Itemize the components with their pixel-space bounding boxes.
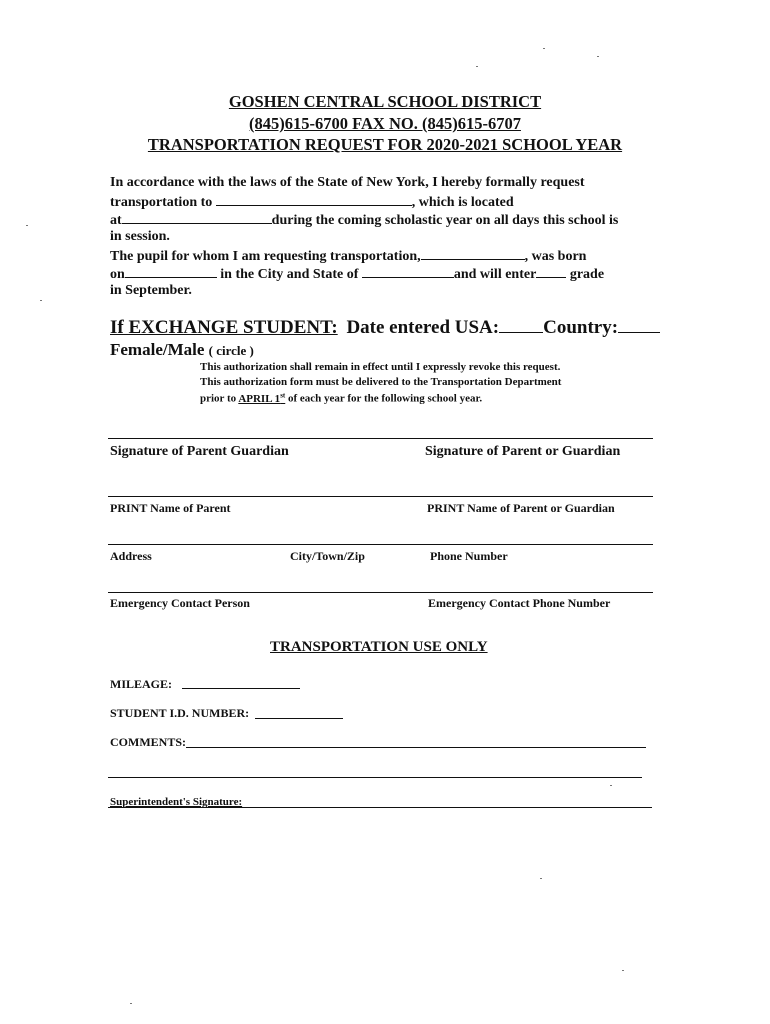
print-parent-label: PRINT Name of Parent — [110, 501, 231, 515]
mileage-blank[interactable] — [182, 688, 300, 689]
request-line-4: in session. — [110, 229, 170, 244]
date-entered-usa-blank[interactable] — [499, 317, 543, 333]
sig-parent-guardian-label: Signature of Parent or Guardian — [425, 444, 621, 459]
request-line-6: on in the City and State of and will enter grade — [110, 267, 605, 282]
request-line-2: transportation to , which is located — [110, 195, 514, 210]
scan-speck — [610, 785, 612, 786]
mileage-label: MILEAGE: — [110, 677, 173, 691]
request-line-7: in September. — [110, 283, 192, 298]
superintendent-signature-label: Superintendent's Signature: — [110, 796, 243, 808]
deadline-date: APRIL 1st — [238, 391, 286, 405]
phone-number-label: Phone Number — [430, 549, 508, 563]
signature-line[interactable] — [108, 438, 653, 439]
print-name-line[interactable] — [108, 496, 653, 497]
district-name: GOSHEN CENTRAL SCHOOL DISTRICT — [228, 92, 542, 111]
address-label: Address — [110, 549, 152, 563]
comments-label: COMMENTS: — [110, 735, 186, 749]
school-name-blank[interactable] — [216, 193, 412, 206]
scan-speck — [26, 225, 28, 226]
gender-line: Female/Male ( circle ) — [110, 340, 254, 359]
scan-speck — [540, 878, 542, 879]
comments-line-1[interactable] — [186, 747, 646, 748]
notice-line-1: This authorization shall remain in effect until I expressly revoke this request. — [200, 361, 561, 373]
notice-line-2: This authorization form must be delivered to the Transportation Department — [200, 376, 562, 388]
scan-speck — [476, 66, 478, 67]
request-line-1: In accordance with the laws of the State of New York, I hereby formally request — [110, 175, 585, 190]
district-phone-fax: (845)615-6700 FAX NO. (845)615-6707 — [249, 114, 521, 133]
emergency-contact-label: Emergency Contact Person — [110, 596, 250, 610]
comments-line-2[interactable] — [108, 777, 642, 778]
scan-speck — [622, 970, 624, 971]
scan-speck — [130, 1003, 132, 1004]
birth-city-state-blank[interactable] — [362, 265, 454, 278]
student-id-blank[interactable] — [255, 718, 343, 719]
superintendent-signature-line[interactable] — [108, 807, 652, 808]
request-line-5: The pupil for whom I am requesting transportation, , was born — [110, 249, 587, 264]
scan-speck — [543, 48, 545, 49]
grade-blank[interactable] — [536, 265, 566, 278]
city-town-zip-label: City/Town/Zip — [290, 549, 365, 563]
scan-speck — [597, 56, 599, 57]
print-parent-guardian-label: PRINT Name of Parent or Guardian — [427, 501, 615, 515]
scan-speck — [40, 300, 42, 301]
gender-choice[interactable]: Female/Male — [110, 340, 205, 359]
exchange-student-line: If EXCHANGE STUDENT: Date entered USA: Country: — [110, 317, 660, 339]
emergency-phone-label: Emergency Contact Phone Number — [428, 596, 611, 610]
address-line[interactable] — [108, 544, 653, 545]
notice-line-3: prior to APRIL 1st of each year for the following school year. — [200, 391, 483, 405]
pupil-name-blank[interactable] — [421, 247, 525, 260]
country-blank[interactable] — [618, 317, 660, 333]
sig-parent-label: Signature of Parent Guardian — [110, 444, 289, 459]
emergency-line[interactable] — [108, 592, 653, 593]
form-title: TRANSPORTATION REQUEST FOR 2020-2021 SCHOOL YEAR — [147, 135, 623, 154]
student-id-label: STUDENT I.D. NUMBER: — [110, 706, 250, 720]
school-location-blank[interactable] — [122, 211, 272, 224]
birth-date-blank[interactable] — [125, 265, 217, 278]
request-line-3: at during the coming scholastic year on all days this school is — [110, 213, 619, 228]
transport-use-heading: TRANSPORTATION USE ONLY — [270, 639, 488, 655]
